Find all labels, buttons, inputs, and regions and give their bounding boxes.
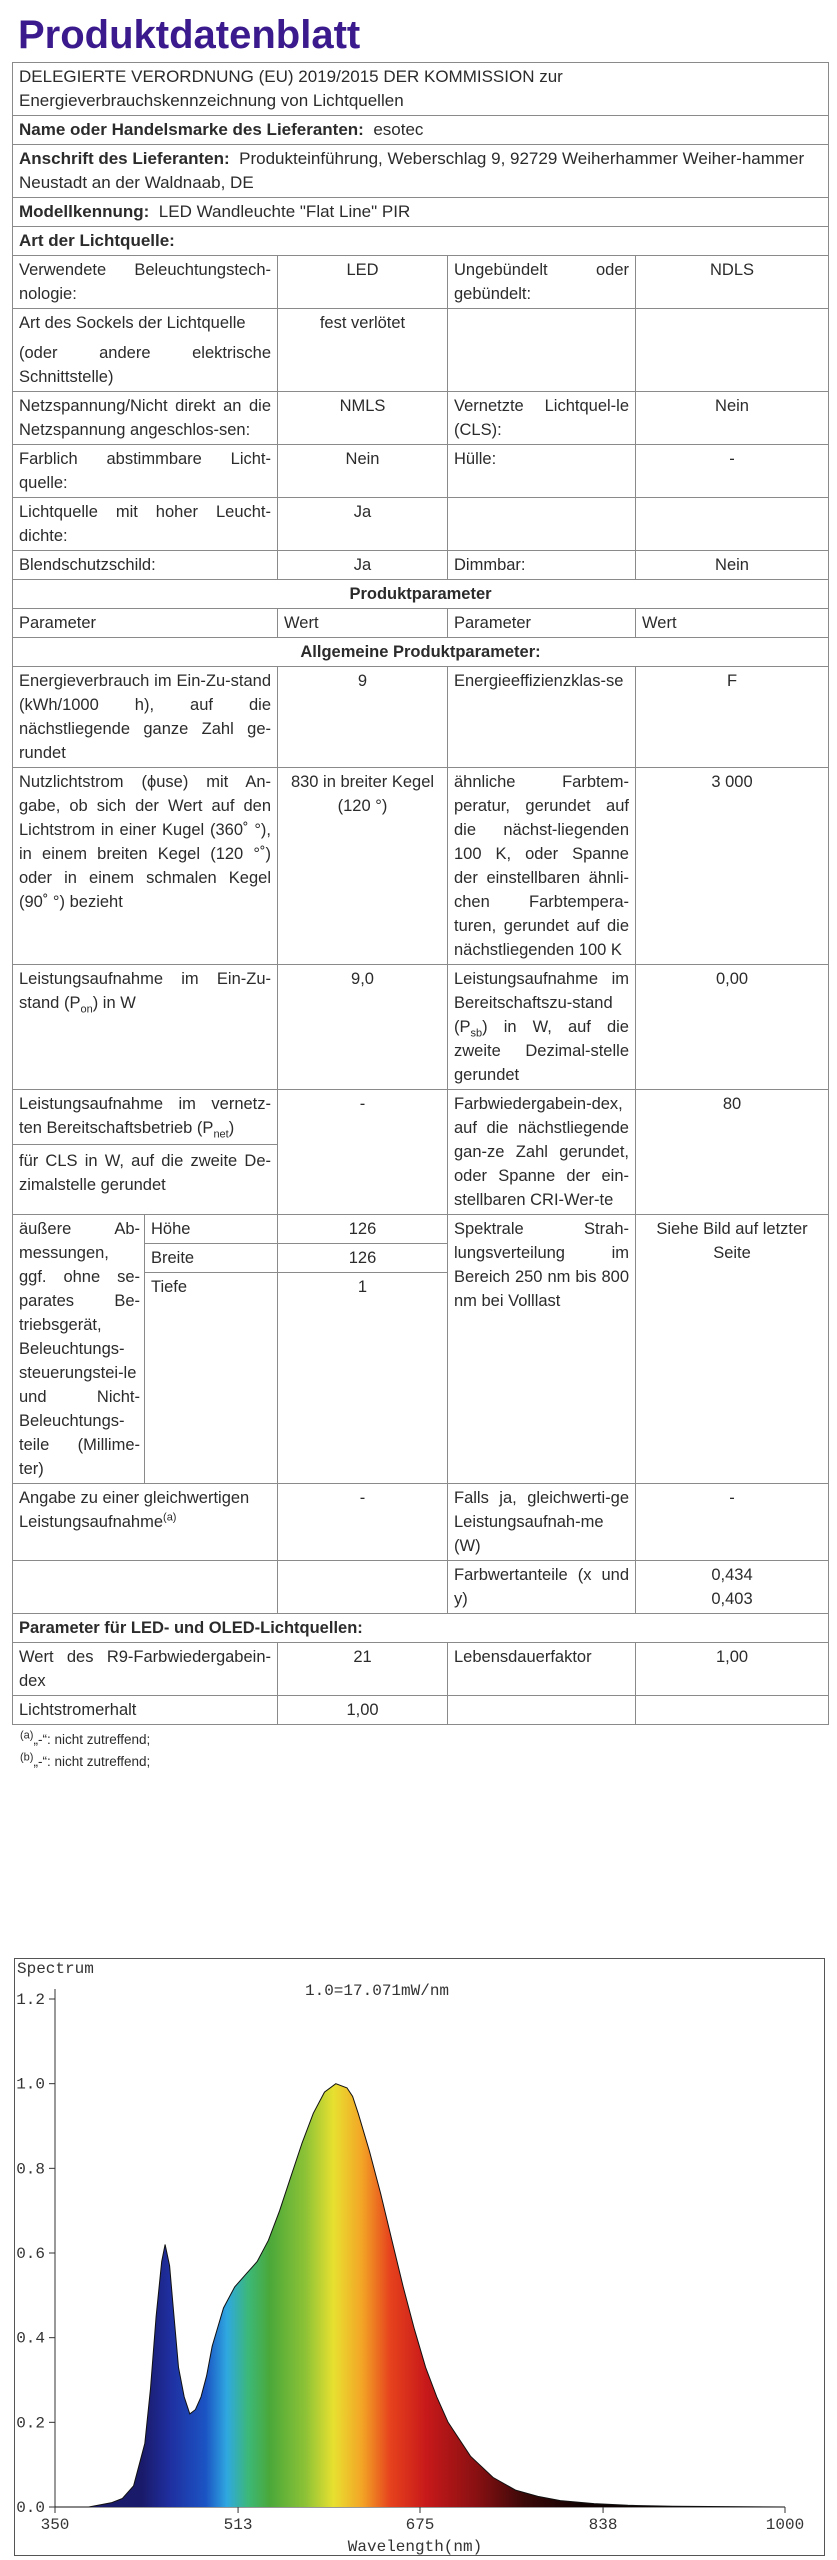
spd-label: Spektrale Strah-lungsverteilung im Bereich 250 nm bis 800 nm bei Volllast [448, 1215, 636, 1484]
empty-cell [448, 1696, 636, 1725]
chart-title: Spectrum [17, 1960, 94, 1978]
empty-cell [448, 309, 636, 392]
x-ticks [41, 2507, 805, 2534]
spd-value: Siehe Bild auf letzter Seite [636, 1215, 829, 1484]
y-ticks [16, 1991, 55, 2517]
x-tick-label: 1000 [765, 2516, 805, 2534]
dims-values [278, 1215, 448, 1484]
pon-subscript: on [80, 1003, 93, 1016]
mains-label: Netzspannung/Nicht direkt an die Netzspannung angeschlos-sen: [13, 392, 278, 445]
cap-label-line-2: (oder andere elektrische Schnittstelle) [19, 344, 271, 386]
anti-glare-label: Blendschutzschild: [13, 551, 278, 580]
high-luminance-value: Ja [278, 498, 448, 551]
model-row [13, 198, 829, 227]
psb-value: 0,00 [636, 965, 829, 1090]
y-tick-label: 0.4 [16, 2329, 45, 2348]
psb-subscript: sb [470, 1027, 483, 1040]
survival-label: Lebensdauerfaktor [448, 1643, 636, 1696]
footnote-a-text: „-“: nicht zutreffend; [33, 1732, 151, 1747]
x-tick-label: 513 [223, 2516, 253, 2534]
width-value: 126 [278, 1244, 447, 1273]
depth-label: Tiefe [151, 1278, 188, 1296]
general-params-heading: Allgemeine Produktparameter: [13, 638, 829, 667]
cap-value: fest verlötet [278, 309, 448, 392]
led-params-heading: Parameter für LED- und OLED-Lichtquellen: [13, 1614, 829, 1643]
footnote-a [20, 1729, 828, 1751]
chroma-label: Farbwertanteile (x und y) [448, 1561, 636, 1614]
cri-label: Farbwiedergabein-dex, auf die nächstliegende gan-ze Zahl gerundet, oder Spanne der ein-stellbaren CRI-Wer-te [448, 1090, 636, 1215]
col-value-header: Wert [636, 609, 829, 638]
pnet-label [13, 1090, 278, 1215]
dims-label: äußere Ab-messungen, ggf. ohne se-parates Be-triebsgerät, Beleuchtungs-steuerungstei-le und Nicht-Beleuchtungs-teile (Millime-ter) [13, 1215, 145, 1484]
envelope-label: Hülle: [448, 445, 636, 498]
equiv-power-label: Falls ja, gleichwerti-ge Leistungsaufnah-me (W) [448, 1484, 636, 1561]
equiv-power-value: - [636, 1484, 829, 1561]
cct-label: ähnliche Farbtem-peratur, gerundet auf die nächst-liegenden 100 K, oder Spanne der einstellbaren ähnli-chen Farbtempera-turen, gerundet auf die nächstliegenden 100 K [448, 768, 636, 965]
envelope-value: - [636, 445, 829, 498]
pon-label-text: Leistungsaufnahme im Ein-Zu-stand (P [19, 970, 271, 1012]
directional-value: NDLS [636, 256, 829, 309]
chart-annotation: 1.0=17.071mW/nm [305, 1982, 450, 2000]
energy-label: Energieverbrauch im Ein-Zu-stand (kWh/1000 h), auf die nächstliegende ganze Zahl ge-rundet [13, 667, 278, 768]
footnote-b-mark: (b) [20, 1751, 34, 1764]
y-tick-label: 1.2 [16, 1991, 45, 2009]
pnet-label-text: Leistungsaufnahme im vernetz-ten Bereitschaftsbetrieb (P [19, 1095, 271, 1137]
survival-value: 1,00 [636, 1643, 829, 1696]
product-params-heading: Produktparameter [13, 580, 829, 609]
psb-label [448, 965, 636, 1090]
dimmable-value: Nein [636, 551, 829, 580]
y-tick-label: 1.0 [16, 2075, 45, 2094]
equiv-value: - [278, 1484, 448, 1561]
spectrum-area [55, 2084, 785, 2507]
supplier-address: Produkteinführung, Weberschlag 9, 92729 Weiherhammer Weiher-hammer Neustadt an der Waldnaab, DE [19, 149, 805, 192]
connected-value: Nein [636, 392, 829, 445]
pon-label-suffix: ) in W [92, 994, 136, 1012]
empty-cell [636, 498, 829, 551]
x-axis-label: Wavelength(nm) [347, 2538, 483, 2555]
dims-subcells [145, 1215, 278, 1484]
col-param-header: Parameter [448, 609, 636, 638]
chroma-value [636, 1561, 829, 1614]
connected-label: Vernetzte Lichtquel-le (CLS): [448, 392, 636, 445]
y-tick-label: 0.2 [16, 2414, 45, 2433]
class-value: F [636, 667, 829, 768]
high-luminance-label: Lichtquelle mit hoher Leucht-dichte: [13, 498, 278, 551]
model-label: Modellkennung: [19, 202, 150, 221]
energy-value: 9 [278, 667, 448, 768]
chroma-y: 0,403 [711, 1590, 753, 1608]
pon-value: 9,0 [278, 965, 448, 1090]
flux-value: 830 in breiter Kegel (120 °) [278, 768, 448, 965]
x-tick-label: 838 [588, 2516, 618, 2534]
maintenance-value: 1,00 [278, 1696, 448, 1725]
colour-tunable-value: Nein [278, 445, 448, 498]
page-title: Produktdatenblatt [18, 13, 361, 57]
footnote-b [20, 1751, 828, 1773]
cap-label-line-1: Art des Sockels der Lichtquelle [19, 314, 246, 332]
chroma-x: 0,434 [711, 1566, 753, 1584]
supplier-address-row [13, 145, 829, 198]
y-tick-label: 0.0 [16, 2499, 45, 2517]
flux-label: Nutzlichtstrom (ϕuse) mit An-gabe, ob sich der Wert auf den Lichtstrom in einer Kugel (360˚ °), in einem breiten Kegel (120 °˚) oder in einem schmalen Kegel (90˚ °) bezieht [13, 768, 278, 965]
psb-label-text: Leistungsaufnahme im Bereitschaftszu-stand (P [454, 970, 629, 1036]
empty-cell [448, 498, 636, 551]
light-source-type-heading: Art der Lichtquelle: [13, 227, 829, 256]
x-tick-label: 350 [40, 2516, 70, 2534]
equiv-footnote-mark: (a) [163, 1511, 177, 1524]
empty-cell [636, 309, 829, 392]
col-value-header: Wert [278, 609, 448, 638]
r9-label: Wert des R9-Farbwiedergabein-dex [13, 1643, 278, 1696]
model: LED Wandleuchte "Flat Line" PIR [158, 202, 411, 221]
pnet-subscript: net [213, 1128, 229, 1141]
empty-cell [278, 1561, 448, 1614]
class-label: Energieeffizienzklas-se [448, 667, 636, 768]
empty-cell [636, 1696, 829, 1725]
anti-glare-value: Ja [278, 551, 448, 580]
depth-value: 1 [357, 1278, 368, 1296]
r9-value: 21 [278, 1643, 448, 1696]
pon-label [13, 965, 278, 1090]
maintenance-label: Lichtstromerhalt [13, 1696, 278, 1725]
footnote-b-text: „-“: nicht zutreffend; [33, 1754, 151, 1769]
height-value: 126 [278, 1215, 447, 1244]
supplier-name: esotec [373, 120, 424, 139]
equiv-label [13, 1484, 278, 1561]
tech-value: LED [278, 256, 448, 309]
datasheet-table [12, 62, 829, 1725]
cap-label [13, 309, 278, 392]
pnet-label-cont: für CLS in W, auf die zweite De-zimalstelle gerundet [13, 1144, 277, 1197]
y-tick-label: 0.6 [16, 2245, 45, 2263]
tech-label: Verwendete Beleuchtungstech-nologie: [13, 256, 278, 309]
footnotes [12, 1729, 828, 1773]
cct-value: 3 000 [636, 768, 829, 965]
pnet-value: - [278, 1090, 448, 1215]
height-label: Höhe [145, 1215, 277, 1244]
regulation-text: DELEGIERTE VERORDNUNG (EU) 2019/2015 DER KOMMISSION zur Energieverbrauchskennzeichnung von Lichtquellen [13, 63, 829, 116]
y-tick-label: 0.8 [16, 2160, 45, 2179]
empty-cell [13, 1561, 278, 1614]
supplier-address-label: Anschrift des Lieferanten: [19, 149, 230, 168]
colour-tunable-label: Farblich abstimmbare Licht-quelle: [13, 445, 278, 498]
mains-value: NMLS [278, 392, 448, 445]
directional-label: Ungebündelt oder gebündelt: [448, 256, 636, 309]
psb-label-suffix: ) in W, auf die zweite Dezimal-stelle gerundet [454, 1018, 629, 1084]
x-tick-label: 675 [405, 2516, 435, 2534]
spectrum-chart [14, 1958, 825, 2556]
pnet-label-suffix: ) [228, 1119, 235, 1137]
supplier-name-row [13, 116, 829, 145]
width-label: Breite [145, 1244, 277, 1273]
cri-value: 80 [636, 1090, 829, 1215]
col-param-header: Parameter [13, 609, 278, 638]
supplier-name-label: Name oder Handelsmarke des Lieferanten: [19, 120, 364, 139]
equiv-label-text: Angabe zu einer gleichwertigen Leistungsaufnahme [19, 1489, 250, 1531]
spectrum-svg [15, 1959, 824, 2555]
datasheet [12, 8, 828, 1773]
footnote-a-mark: (a) [20, 1729, 34, 1742]
dimmable-label: Dimmbar: [448, 551, 636, 580]
